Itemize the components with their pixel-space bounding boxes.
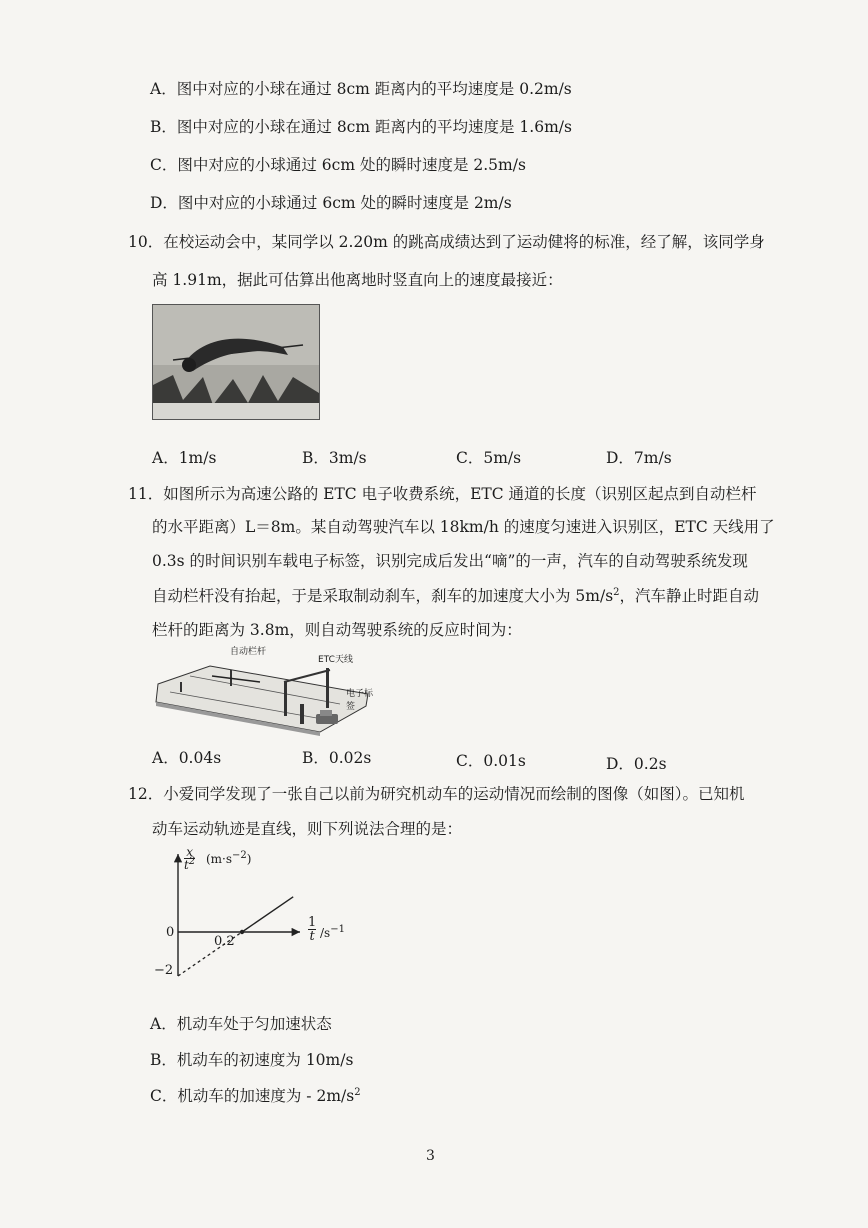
label-barrier: 自动栏杆 xyxy=(230,647,267,657)
q11-stem-line4: 自动栏杆没有抬起，于是采取制动刹车，刹车的加速度大小为 $5m/s^2$，汽车静止时距自动 xyxy=(152,586,760,605)
q12-option-b[interactable]: B．机动车的初速度为 10m/s xyxy=(150,1051,354,1069)
q12-stem-line2: 动车运动轨迹是直线，则下列说法合理的是： xyxy=(152,820,463,838)
q11-option-a[interactable]: A．0.04s xyxy=(152,749,222,767)
q11-stem-line1: 11．如图所示为高速公路的 ETC 电子收费系统，ETC 通道的长度（识别区起点到自动栏杆 xyxy=(128,485,757,503)
q10-option-d[interactable]: D．7m/s xyxy=(606,449,672,467)
q10-option-a[interactable]: A．1m/s xyxy=(152,449,217,467)
x-over-t2-graph xyxy=(150,846,360,986)
x-axis-label: 1 t xyxy=(308,915,317,944)
x-axis-unit: $/s^{-1}$ xyxy=(320,924,345,940)
q11-stem-line5: 栏杆的距离为 3.8m，则自动驾驶系统的反应时间为： xyxy=(152,621,522,639)
x-intercept-point xyxy=(240,930,244,934)
y-tick-label: −2 xyxy=(154,963,174,978)
q11-stem-line3: 0.3s 的时间识别车载电子标签，识别完成后发出“嘀”的一声，汽车的自动驾驶系统发现 xyxy=(152,552,748,570)
y-axis-label: x $t^2$ xyxy=(184,845,196,872)
q10-option-c[interactable]: C．5m/s xyxy=(456,449,522,467)
x-tick-label: 0.2 xyxy=(214,934,235,949)
q12-stem-line1: 12．小爱同学发现了一张自己以前为研究机动车的运动情况而绘制的图像（如图）。已知机 xyxy=(128,785,745,803)
label-electronic-tag: 电子标签 xyxy=(346,689,374,712)
etc-system-figure xyxy=(150,644,376,736)
page-number: 3 xyxy=(426,1148,435,1164)
q9-option-a[interactable]: A．图中对应的小球在通过 8cm 距离内的平均速度是 0.2m/s xyxy=(150,80,572,98)
q9-option-c[interactable]: C．图中对应的小球通过 6cm 处的瞬时速度是 2.5m/s xyxy=(150,156,526,174)
q12-option-c[interactable]: C．机动车的加速度为 - $2m/s^2$ xyxy=(150,1086,361,1105)
q12-option-a[interactable]: A．机动车处于匀加速状态 xyxy=(150,1015,332,1033)
label-etc-antenna: ETC天线 xyxy=(318,655,353,665)
y-axis-unit: $(m\cdot s^{-2})$ xyxy=(206,850,252,866)
q10-stem-line1: 10．在校运动会中，某同学以 2.20m 的跳高成绩达到了运动健将的标准，经了解，该同学身 xyxy=(128,233,765,251)
q11-option-b[interactable]: B．0.02s xyxy=(302,749,372,767)
graph-svg xyxy=(150,846,360,986)
q10-option-b[interactable]: B．3m/s xyxy=(302,449,367,467)
q11-option-d[interactable]: D．0.2s xyxy=(606,755,667,773)
q9-option-b[interactable]: B．图中对应的小球在通过 8cm 距离内的平均速度是 1.6m/s xyxy=(150,118,572,136)
q11-option-c[interactable]: C．0.01s xyxy=(456,752,526,770)
line-segment-solid xyxy=(242,897,293,932)
q10-stem-line2: 高 1.91m，据此可估算出他离地时竖直向上的速度最接近： xyxy=(152,271,563,289)
high-jump-photo xyxy=(152,304,320,420)
origin-label: 0 xyxy=(166,925,175,940)
q11-stem-line2: 的水平距离）L＝8m。某自动驾驶汽车以 18km/h 的速度匀速进入识别区，ETC 天线用了 xyxy=(152,518,775,536)
q9-option-d[interactable]: D．图中对应的小球通过 6cm 处的瞬时速度是 2m/s xyxy=(150,194,512,212)
